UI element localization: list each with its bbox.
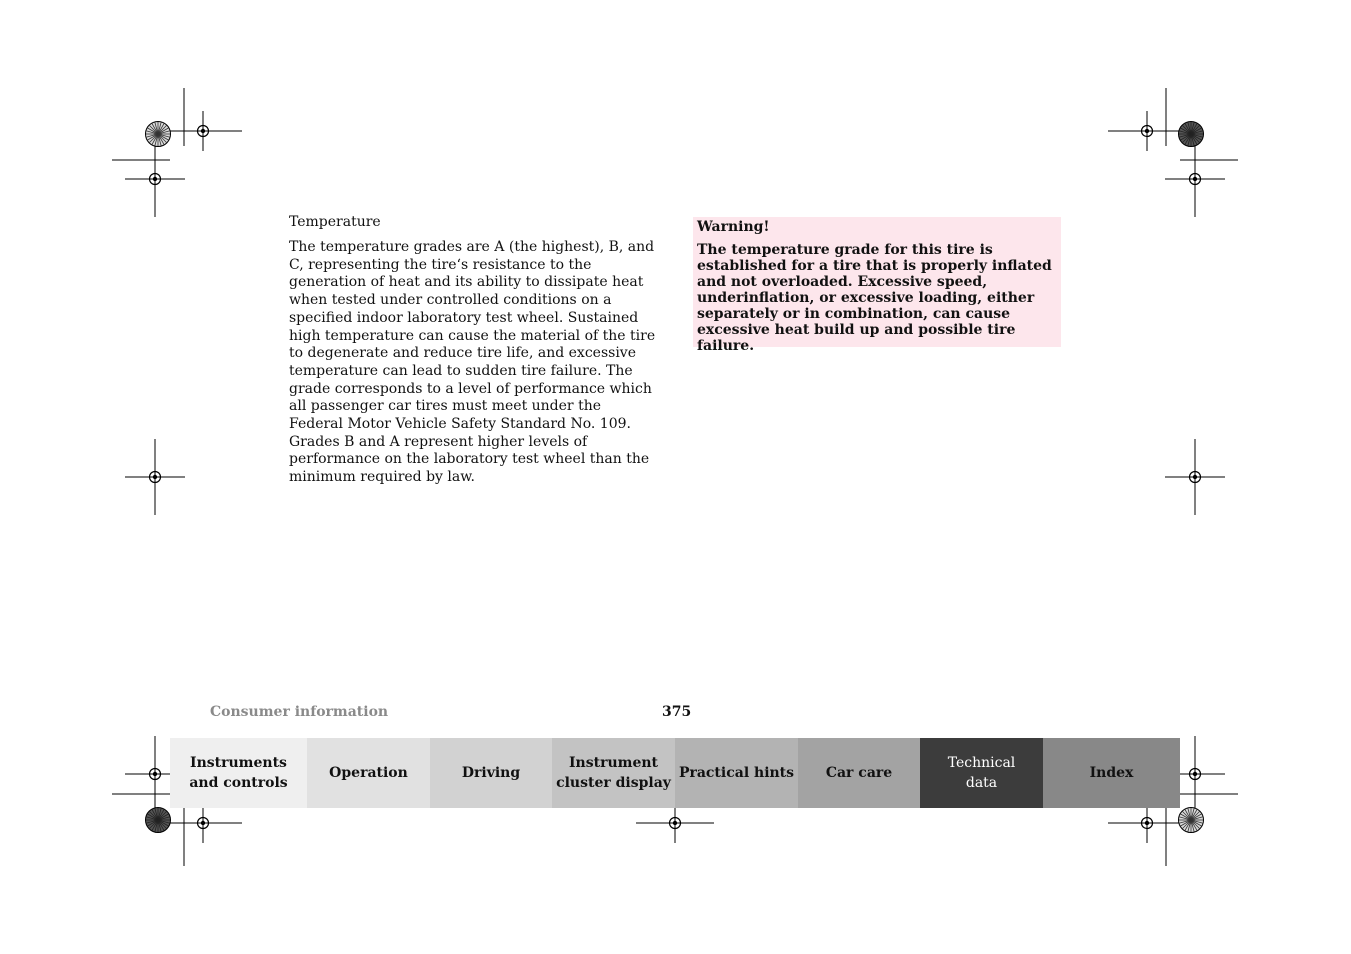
tab-technical-data[interactable]: Technical data [920, 738, 1043, 808]
tab-instruments-and-controls[interactable]: Instruments and controls [170, 738, 307, 808]
tab-car-care[interactable]: Car care [798, 738, 920, 808]
registration-target-dot [1193, 772, 1197, 776]
registration-target-dot [1145, 129, 1149, 133]
section-heading: Temperature [289, 214, 381, 230]
registration-target-dot [153, 475, 157, 479]
warning-title: Warning! [697, 219, 770, 235]
registration-target-dot [153, 772, 157, 776]
footer-section-label: Consumer information [210, 704, 389, 720]
tab-operation[interactable]: Operation [307, 738, 430, 808]
registration-target-dot [201, 821, 205, 825]
body-text: The temperature grades are A (the highest), B, and C, representing the tire‘s resistance to the generation of heat and its ability to dissipate heat when tested under controlled conditions on a specified indoor laboratory test wheel. Sustained high temperature can cause the material of the tire to degenerate and reduce tire life, and excessive temperature can lead to sudden tire failure. The grade corresponds to a level of performance which all passenger car tires must meet under the Federal Motor Vehicle Safety Standard No. 109. Grades B and A represent higher levels of performance on the laboratory test wheel than the minimum required by law. [289, 239, 656, 486]
tab-practical-hints[interactable]: Practical hints [675, 738, 798, 808]
tab-instrument-cluster-display[interactable]: Instrument cluster display [552, 738, 675, 808]
registration-target-dot [1193, 177, 1197, 181]
page-number: 375 [662, 704, 692, 720]
registration-target-dot [153, 177, 157, 181]
warning-text: The temperature grade for this tire is established for a tire that is properly inflated and not overloaded. Excessive speed, underinflation, or excessive loading, either separately or in combination, can cause excessive heat build up and possible tire failure. [697, 242, 1052, 354]
registration-target-dot [201, 129, 205, 133]
warning-box [693, 217, 1061, 354]
registration-target-dot [1145, 821, 1149, 825]
registration-target-dot [1193, 475, 1197, 479]
registration-target-dot [673, 821, 677, 825]
tab-driving[interactable]: Driving [430, 738, 552, 808]
chapter-tab-bar [170, 738, 1180, 808]
tab-index[interactable]: Index [1043, 738, 1180, 808]
